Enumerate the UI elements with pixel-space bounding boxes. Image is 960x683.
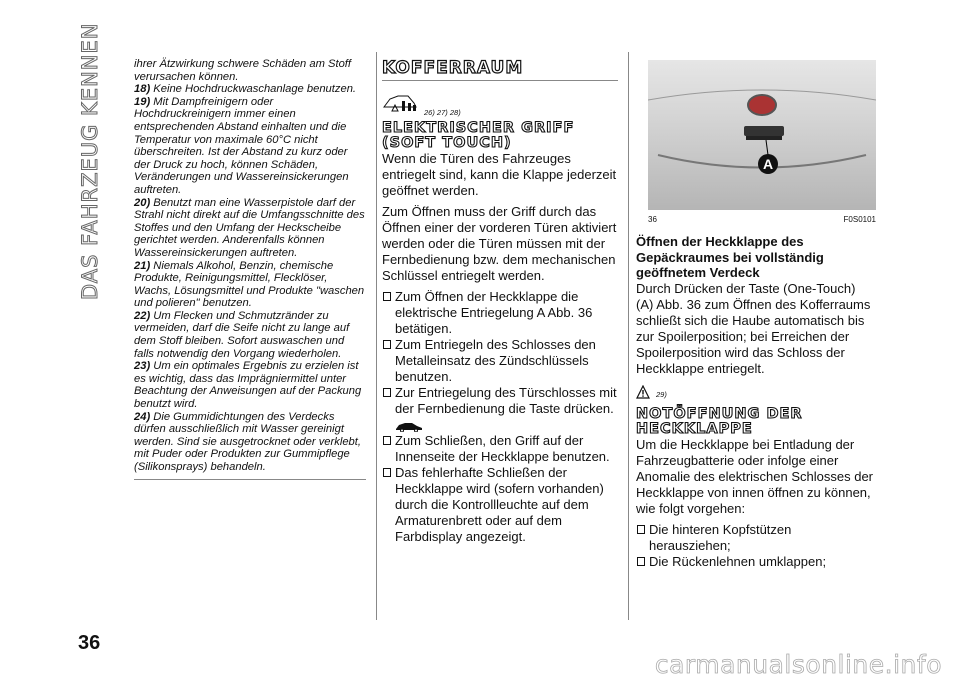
note-item: 22) Um Flecken und Schmutzränder zu vermeiden, darf die Seife nicht zu lange auf dem Stoff bleiben. Sofort auswaschen und falls notwendig den Vorgang wiederholen. <box>134 309 350 360</box>
section-subtitle: ELEKTRISCHER GRIFF (SOFT TOUCH) <box>382 120 575 151</box>
page-number: 36 <box>78 632 101 654</box>
section-body <box>382 151 618 545</box>
warning-car-icon <box>382 91 418 117</box>
trunk-handle-photo <box>648 60 876 210</box>
bullet-box-icon <box>637 557 645 566</box>
title-rule <box>382 80 618 81</box>
section-body <box>636 281 876 377</box>
column-divider <box>628 52 629 620</box>
note-item: 20) Benutzt man eine Wasserpistole darf der Strahl nicht direkt auf die Umfangsschnitte des Stoffes und den Umfang der Heckscheibe gerichtet werden. Anderenfalls können Wassereinsickerungen auftreten. <box>134 196 365 259</box>
open-trunk-column <box>636 234 876 570</box>
figure-number: 36 <box>648 215 657 224</box>
bullet-item: Zur Entriegelung des Türschlosses mit der Fernbedienung die Taste drücken. <box>382 385 618 433</box>
column-divider <box>376 52 377 620</box>
figure-caption <box>648 215 876 224</box>
bullet-box-icon <box>383 436 391 445</box>
note-item: 19) Mit Dampfreinigern oder Hochdruckreinigern immer einen entsprechenden Abstand einhalten und die Temperatur von maximale 60°C nicht überschreiten. Ist der Abstand zu kurz oder der Druck zu hoch, können Schäden, Veränderungen und Wassereinsickerungen auftreten. <box>134 95 349 196</box>
watermark-text: carmanualsonline.info <box>654 650 942 679</box>
figure-code: F0S0101 <box>843 215 876 224</box>
note-item: 23) Um ein optimales Ergebnis zu erzielen ist es wichtig, dass das Imprägniermittel unter Beachtung der Anweisungen auf der Packung benutzt wird. <box>134 360 362 411</box>
warning-triangle-icon <box>636 385 650 399</box>
trunk-photo-illustration <box>648 60 876 210</box>
notes-bottom-rule <box>134 479 366 480</box>
warning-ref-number: 29) <box>656 389 667 399</box>
bullet-item: Die Rückenlehnen umklappen; <box>636 554 876 570</box>
note-item: 24) Die Gummidichtungen des Verdecks dürfen ausschließlich mit Wasser gereinigt werden. Sind sie ausgetrocknet oder verklebt, mit Puder oder Produkten zur Gummipflege (Silikonsprays) behandeln. <box>134 410 361 473</box>
subsection-heading: Öffnen der Heckklappe des Gepäckraumes bei vollständig geöffnetem Verdeck <box>636 234 824 280</box>
bullet-item: Zum Entriegeln des Schlosses den Metalleinsatz des Zündschlüssels benutzen. <box>382 337 618 385</box>
paragraph: Durch Drücken der Taste (One-Touch) (A) Abb. 36 zum Öffnen des Kofferraums schließt sich die Haube automatisch bis zur Spoilerposition; bei Erreichen der Spoilerposition wird das Schloss der Heckklappe entriegelt. <box>636 280 871 376</box>
warning-references <box>382 91 618 117</box>
bullet-box-icon <box>383 468 391 477</box>
paragraph: Zum Öffnen muss der Griff durch das Öffnen einer der vorderen Türen aktiviert werden oder die Türen müssen mit der Fernbedienung bzw. dem mechanischen Schlüssel entriegelt werden. <box>382 204 617 283</box>
note-item: ihrer Ätzwirkung schwere Schäden am Stoff verursachen können. <box>134 58 352 83</box>
callout-label-a: A <box>762 156 774 172</box>
bullet-box-icon <box>383 292 391 301</box>
trunk-column <box>382 58 618 545</box>
section-title: KOFFERRAUM <box>382 58 524 78</box>
note-item: 18) Keine Hochdruckwaschanlage benutzen. <box>134 83 357 96</box>
bullet-item: Zum Schließen, den Griff auf der Innenseite der Heckklappe benutzen. <box>382 433 618 465</box>
section-title: NOTÖFFNUNG DER HECKKLAPPE <box>636 405 803 437</box>
warning-ref-numbers: 26) 27) 28) <box>424 108 461 117</box>
bullet-item: Zum Öffnen der Heckklappe die elektrische Entriegelung A Abb. 36 betätigen. <box>382 289 618 337</box>
bullet-box-icon <box>383 340 391 349</box>
car-trunk-key-icon <box>395 420 423 432</box>
bullet-item: Die hinteren Kopfstützen herausziehen; <box>636 522 876 554</box>
paragraph: Um die Heckklappe bei Entladung der Fahrzeugbatterie oder infolge einer Anomalie des elektrischen Schlosses der Heckklappe von innen öffnen zu können, wie folgt vorgehen: <box>636 436 874 516</box>
section-body <box>636 437 876 570</box>
section-side-title: DAS FAHRZEUG KENNEN <box>78 22 102 300</box>
bullet-box-icon <box>383 388 391 397</box>
paragraph: Wenn die Türen des Fahrzeuges entriegelt sind, kann die Klappe jederzeit geöffnet werden. <box>382 151 617 198</box>
notes-column <box>134 58 366 480</box>
note-item: 21) Niemals Alkohol, Benzin, chemische Produkte, Reinigungsmittel, Flecklöser, Wachs, Lösungsmittel und Produkte "waschen und polieren" benutzen. <box>134 259 365 310</box>
warning-references <box>636 385 876 399</box>
bullet-box-icon <box>637 525 645 534</box>
bullet-item: Das fehlerhafte Schließen der Heckklappe wird (sofern vorhanden) durch die Kontrollleuchte auf dem Armaturenbrett oder auf dem Farbdisplay angezeigt. <box>382 465 618 545</box>
